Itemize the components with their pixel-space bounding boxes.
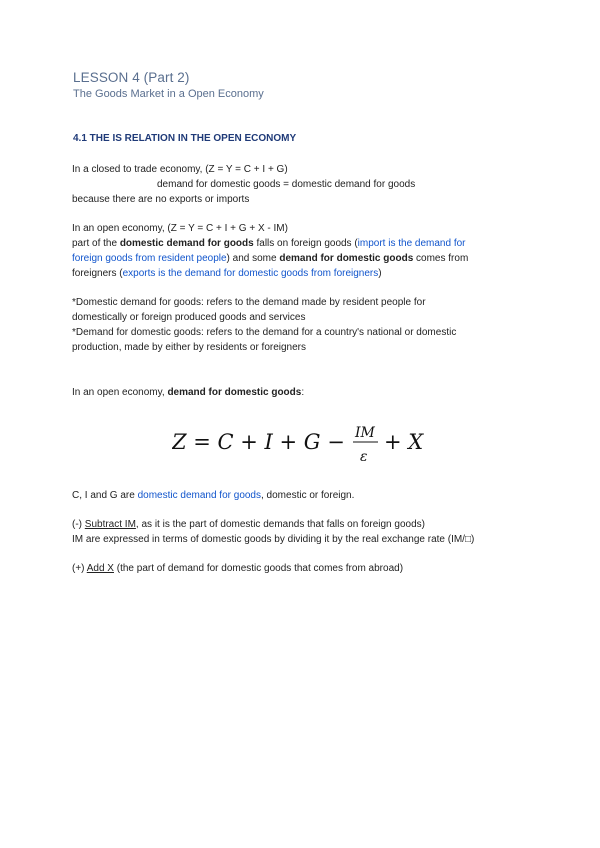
- text-run: (+): [72, 563, 87, 574]
- bold-text: demand for domestic goods: [167, 387, 302, 398]
- open-economy-line3: [72, 251, 468, 267]
- text-run: comes from: [413, 253, 469, 264]
- text-run: C, I and G are: [72, 490, 138, 501]
- text-run: falls on foreign goods (: [253, 238, 358, 249]
- definition-line4: production, made by either by residents or foreigners: [72, 342, 307, 353]
- text-run: , domestic or foreign.: [261, 490, 355, 501]
- cig-note: [72, 488, 354, 504]
- open-economy-line1: In an open economy, (Z = Y = C + I + G + X - IM): [72, 223, 288, 234]
- highlight-text: domestic demand for goods: [137, 490, 261, 501]
- open-economy-line2: [72, 236, 466, 252]
- text-run: , as it is the part of domestic demands that falls on foreign goods): [135, 519, 425, 530]
- closed-economy-line2: demand for domestic goods = domestic demand for goods: [157, 179, 416, 190]
- text-run: (-): [72, 519, 85, 530]
- text-run: :: [301, 387, 305, 398]
- text-run: ): [378, 268, 382, 279]
- highlight-text: foreign goods from resident people: [72, 253, 227, 264]
- im-note: IM are expressed in terms of domestic goods by dividing it by the real exchange rate (IM/□): [72, 534, 475, 545]
- add-note: [72, 561, 403, 577]
- highlight-text: import is the demand for: [357, 238, 466, 249]
- text-run: ) and some: [226, 253, 280, 264]
- definition-line2: domestically or foreign produced goods and services: [72, 312, 306, 323]
- bold-text: domestic demand for goods: [119, 238, 254, 249]
- subtract-note: [72, 517, 425, 533]
- section-heading: 4.1 THE IS RELATION IN THE OPEN ECONOMY: [73, 133, 297, 144]
- text-run: foreigners (: [72, 268, 123, 279]
- formula-rhs: + X: [384, 430, 424, 454]
- formula-lhs: Z = C + I + G −: [172, 430, 345, 454]
- lesson-title: LESSON 4 (Part 2): [73, 70, 190, 85]
- underlined-text: Add X: [86, 563, 114, 574]
- demand-formula: [172, 414, 432, 474]
- closed-economy-line1: In a closed to trade economy, (Z = Y = C + I + G): [72, 164, 288, 175]
- formula-numerator: IM: [355, 425, 375, 441]
- formula-denominator: ε: [360, 449, 368, 465]
- closed-economy-line3: because there are no exports or imports: [72, 194, 250, 205]
- bold-text: demand for domestic goods: [279, 253, 414, 264]
- definition-line1: *Domestic demand for goods: refers to the demand made by resident people for: [72, 297, 426, 308]
- text-run: part of the: [72, 238, 120, 249]
- text-run: (the part of demand for domestic goods that comes from abroad): [113, 563, 404, 574]
- formula-graphic: [172, 414, 432, 474]
- underlined-text: Subtract IM: [84, 519, 136, 530]
- formula-intro: [72, 385, 304, 401]
- definition-line3: *Demand for domestic goods: refers to the demand for a country's national or domestic: [72, 327, 457, 338]
- open-economy-line4: [72, 266, 382, 282]
- lesson-subtitle: The Goods Market in a Open Economy: [73, 88, 264, 100]
- text-run: In an open economy,: [72, 387, 168, 398]
- highlight-text: exports is the demand for domestic goods from foreigners: [122, 268, 379, 279]
